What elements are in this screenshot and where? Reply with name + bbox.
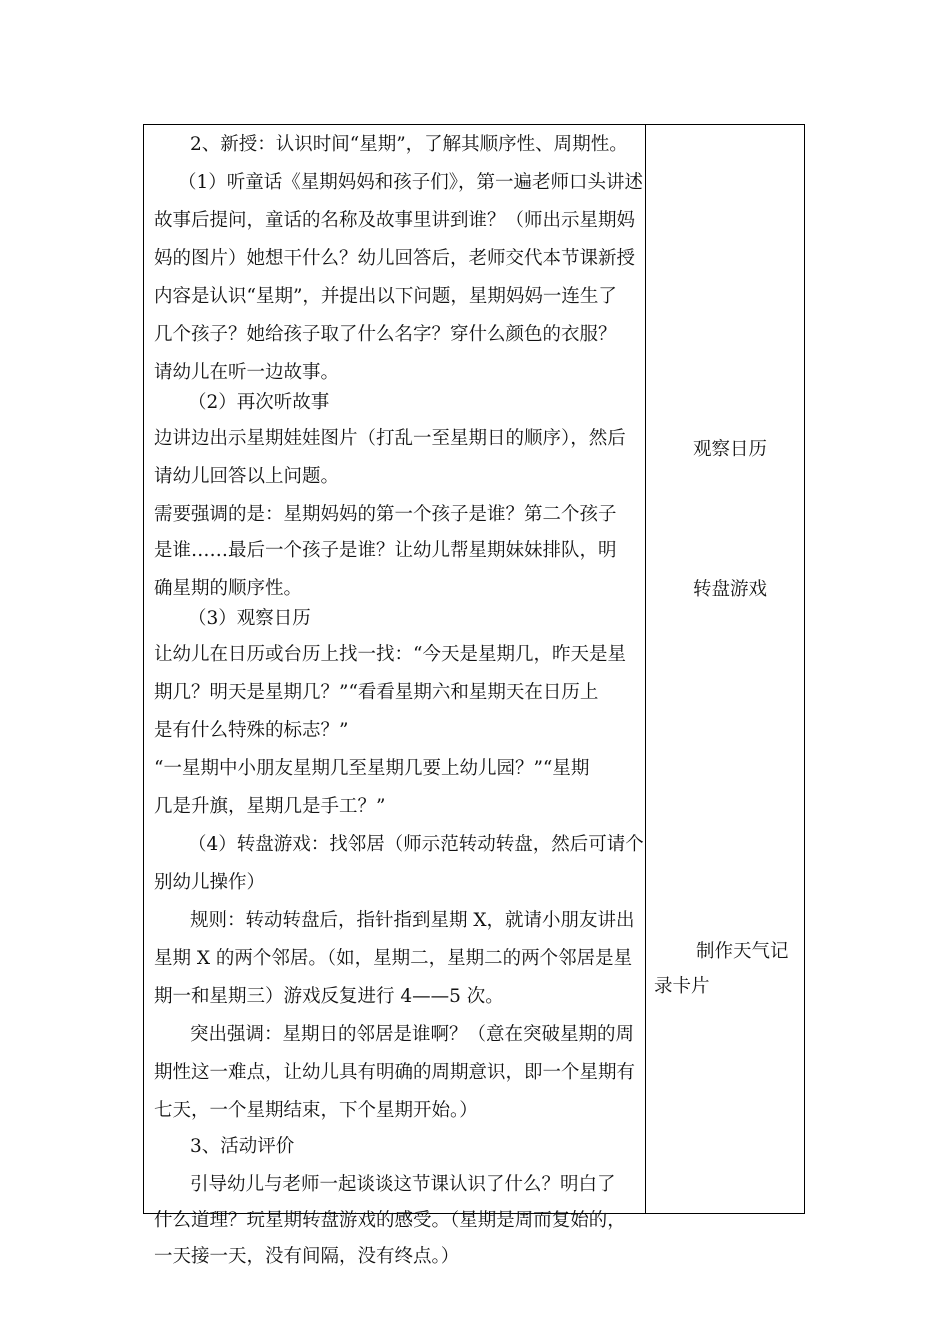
text-line: 请幼儿在听一边故事。 <box>154 362 340 383</box>
text-line: 内容是认识“星期”，并提出以下问题，星期妈妈一连生了 <box>154 286 617 307</box>
text-line: （4）转盘游戏：找邻居（师示范转动转盘，然后可请个 <box>188 834 644 855</box>
note-observe-calendar: 观察日历 <box>693 439 768 460</box>
text-line: “一星期中小朋友星期几至星期几要上幼儿园？”“星期 <box>154 758 590 779</box>
text-line: 2、新授：认识时间“星期”，了解其顺序性、周期性。 <box>190 134 628 155</box>
text-line: 突出强调：星期日的邻居是谁啊？（意在突破星期的周 <box>190 1024 635 1045</box>
text-line: （2）再次听故事 <box>188 392 330 413</box>
text-line: 故事后提问，童话的名称及故事里讲到谁？（师出示星期妈 <box>154 210 636 231</box>
text-line: 是有什么特殊的标志？” <box>154 720 349 741</box>
text-line: 别幼儿操作） <box>154 872 266 893</box>
text-line: （3）观察日历 <box>188 608 311 629</box>
text-line: 需要强调的是：星期妈妈的第一个孩子是谁？第二个孩子 <box>154 504 617 525</box>
note-weather-card: 制作天气记 <box>696 941 789 962</box>
lesson-table <box>143 124 805 1267</box>
text-line: 几是升旗，星期几是手工？” <box>154 796 386 817</box>
text-line: 是谁……最后一个孩子是谁？让幼儿帮星期妹妹排队，明 <box>154 540 617 561</box>
text-line: （1）听童话《星期妈妈和孩子们》，第一遍老师口头讲述 <box>178 172 644 193</box>
text-line: 什么道理？玩星期转盘游戏的感受。（星期是周而复始的， <box>154 1210 626 1231</box>
note-weather-card-cont: 录卡片 <box>654 976 710 997</box>
text-line: 引导幼儿与老师一起谈谈这节课认识了什么？明白了 <box>190 1174 616 1195</box>
note-spinner-game: 转盘游戏 <box>693 579 768 600</box>
text-line: 边讲边出示星期娃娃图片（打乱一至星期日的顺序），然后 <box>154 428 626 449</box>
text-line: 让幼儿在日历或台历上找一找：“今天是星期几，昨天是星 <box>154 644 626 665</box>
text-line: 请幼儿回答以上问题。 <box>154 466 340 487</box>
text-line: 3、活动评价 <box>190 1136 295 1157</box>
activity-notes-cell <box>646 125 804 1213</box>
text-line: 期一和星期三）游戏反复进行 4——5 次。 <box>154 986 504 1007</box>
text-line: 规则：转动转盘后，指针指到星期 X，就请小朋友讲出 <box>190 910 635 931</box>
text-line: 七天，一个星期结束，下个星期开始。） <box>154 1100 478 1121</box>
text-line: 一天接一天，没有间隔，没有终点。） <box>154 1246 460 1267</box>
text-line: 妈的图片）她想干什么？幼儿回答后，老师交代本节课新授 <box>154 248 636 269</box>
text-line: 期几？明天是星期几？”“看看星期六和星期天在日历上 <box>154 682 599 703</box>
text-line: 几个孩子？她给孩子取了什么名字？穿什么颜色的衣服？ <box>154 324 617 345</box>
text-line: 期性这一难点，让幼儿具有明确的周期意识，即一个星期有 <box>154 1062 636 1083</box>
text-line: 星期 X 的两个邻居。（如，星期二，星期二的两个邻居是星 <box>154 948 633 969</box>
text-line: 确星期的顺序性。 <box>154 578 303 599</box>
